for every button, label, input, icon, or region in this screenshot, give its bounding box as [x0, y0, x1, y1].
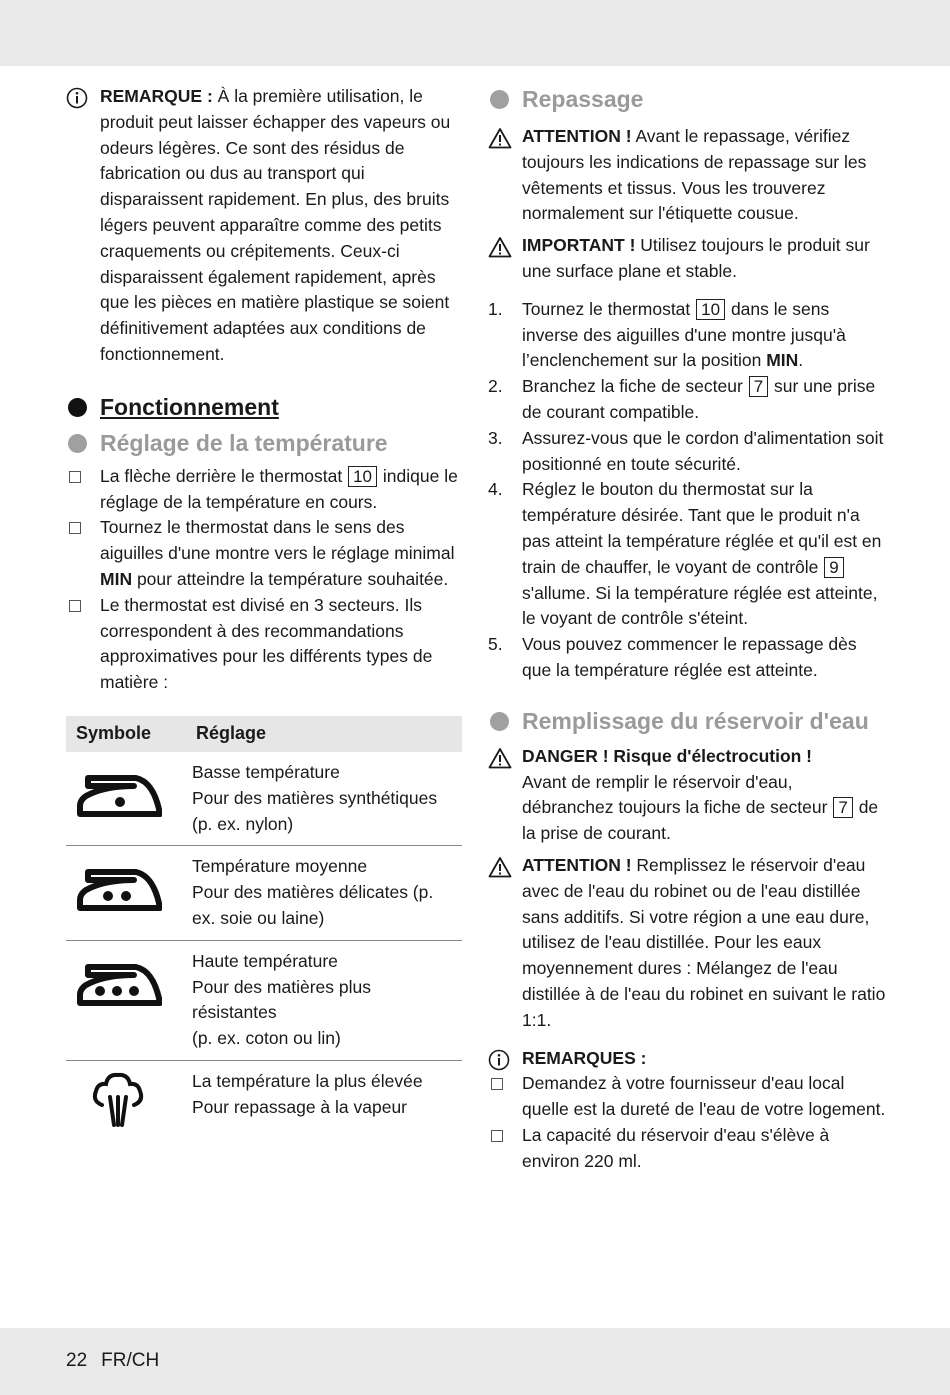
heading-fonctionnement-text: Fonctionnement [100, 393, 279, 420]
language-code: FR/CH [101, 1350, 160, 1371]
checkbox-square-icon [69, 471, 81, 483]
bullet-bold: MIN [100, 568, 133, 589]
checkbox-square-icon [69, 600, 81, 612]
danger-label: DANGER ! Risque d'électrocution ! [522, 745, 813, 766]
warning-triangle-icon [488, 127, 512, 149]
setting-line: (p. ex. coton ou lin) [192, 1028, 341, 1049]
setting-cell [186, 940, 462, 1060]
heading-repassage [488, 84, 888, 114]
danger-warning [488, 744, 888, 847]
part-ref-badge: 10 [348, 466, 377, 487]
list-item [66, 464, 462, 516]
list-item [488, 297, 888, 374]
attention-label: ATTENTION ! [522, 126, 632, 146]
bullet-text: indique le réglage de la température en cours. [100, 465, 458, 512]
step-number: 4. [488, 479, 503, 500]
list-item [488, 477, 888, 632]
list-item [66, 515, 462, 592]
symbol-table [66, 716, 462, 1141]
danger-text: de la prise de courant. [522, 797, 879, 844]
left-column [66, 84, 462, 1141]
heading-remplissage [488, 706, 888, 736]
setting-line: Pour des matières plus résistantes [192, 976, 371, 1023]
setting-line: Pour des matières délicates (p. ex. soie ou laine) [192, 882, 434, 928]
remarque-note [66, 84, 462, 368]
setting-cell [186, 846, 462, 940]
right-column [488, 84, 888, 1174]
remarques-label: REMARQUES : [522, 1047, 647, 1068]
step-text: sur une prise de courant compatible. [522, 376, 876, 422]
step-bold: MIN [766, 350, 799, 371]
step-number: 5. [488, 634, 503, 655]
warning-triangle-icon [488, 856, 512, 878]
danger-text: Avant de remplir le réservoir d'eau, débranchez toujours la fiche de secteur [522, 771, 828, 818]
important-text: Utilisez toujours le produit sur une surface plane et stable. [522, 235, 870, 281]
step-text: s'allume. Si la température réglée est atteinte, le voyant de contrôle s'éteint. [522, 582, 878, 629]
setting-line: Pour repassage à la vapeur [192, 1096, 407, 1117]
important-warning [488, 233, 888, 285]
remarques-note [488, 1046, 888, 1072]
checkbox-square-icon [491, 1130, 503, 1142]
checkbox-square-icon [491, 1078, 503, 1090]
step-text: Tournez le thermostat [522, 298, 691, 319]
temperature-bullets [66, 464, 462, 696]
ironing-steps [488, 297, 888, 684]
iron-one-dot-icon [74, 762, 162, 820]
table-header-reglage: Réglage [186, 716, 462, 752]
bullet-text: Tournez le thermostat dans le sens des aiguilles d'une montre vers le réglage minimal [100, 517, 455, 564]
warning-triangle-icon [488, 236, 512, 258]
setting-cell [186, 752, 462, 846]
setting-line: (p. ex. nylon) [192, 813, 294, 834]
bullet-dot-icon [68, 434, 87, 453]
important-label: IMPORTANT ! [522, 235, 636, 256]
iron-two-dots-icon [74, 856, 162, 914]
header-band [0, 0, 950, 66]
part-ref-badge: 10 [696, 299, 725, 320]
heading-remplissage-text: Remplissage du réservoir d'eau [522, 707, 869, 734]
table-row [66, 940, 462, 1060]
table-row [66, 752, 462, 846]
step-number: 2. [488, 376, 503, 397]
step-text: Vous pouvez commencer le repassage dès que la température réglée est atteinte. [522, 634, 857, 680]
steam-icon [90, 1071, 146, 1129]
info-icon [488, 1049, 510, 1071]
checkbox-square-icon [69, 522, 81, 534]
step-text: Branchez la fiche de secteur [522, 376, 743, 397]
list-item [488, 426, 888, 478]
setting-line: La température la plus élevée [192, 1070, 423, 1091]
remarque-text: À la première utilisation, le produit peut laisser échapper des vapeurs ou odeurs légères. Ce sont des résidus de fabrication ou dus au transport qui disparaissent rapidement. En plus, des bruits légers peuvent apparaître comme des petits craquements ou crépitements. Ceux-ci disparaissent également rapidement, après que les pièces en matière plastique se soient définitivement adaptées aux conditions de fonctionnement. [100, 86, 451, 364]
setting-line: Basse température [192, 761, 340, 782]
bullet-text: Le thermostat est divisé en 3 secteurs. Ils correspondent à des recommandations approximatives pour les différents types de matière : [100, 594, 433, 693]
step-text: Réglez le bouton du thermostat sur la température désirée. Tant que le produit n'a pas atteint la température réglée et qu'il est en train de chauffer, le voyant de contrôle [522, 479, 882, 577]
step-text: dans le sens inverse des aiguilles d'une montre jusqu'à l’enclenchement sur la position [522, 298, 846, 371]
bullet-dot-icon [68, 398, 87, 417]
iron-three-dots-icon [74, 951, 162, 1009]
remarques-list [488, 1071, 888, 1174]
bullet-dot-icon [490, 90, 509, 109]
page-number: 22 [66, 1350, 88, 1371]
footer [66, 1350, 173, 1372]
step-number: 1. [488, 298, 503, 319]
list-item [488, 632, 888, 684]
attention-label: ATTENTION ! [522, 854, 632, 875]
attention-text: Remplissez le réservoir d'eau avec de l'eau du robinet ou de l'eau distillée sans additifs. Si votre région a une eau dure, utilisez de l'eau distillée. Pour les eaux moyennement dures : Mélangez de l'eau distillée à de l'eau du robinet en suivant le ratio 1:1. [522, 854, 886, 1030]
list-item [488, 1123, 888, 1175]
setting-line: Pour des matières synthétiques [192, 787, 438, 808]
table-row [66, 846, 462, 940]
heading-repassage-text: Repassage [522, 86, 644, 112]
list-item [488, 374, 888, 426]
bullet-dot-icon [490, 712, 509, 731]
attention-warning [488, 124, 888, 227]
table-header-symbole: Symbole [66, 716, 186, 752]
warning-triangle-icon [488, 747, 512, 769]
remarque-item-text: La capacité du réservoir d'eau s'élève à environ 220 ml. [522, 1124, 830, 1171]
step-text: . [798, 350, 804, 371]
attention-text: Avant le repassage, vérifiez toujours les indications de repassage sur les vêtements et tissus. Vous les trouverez normalement sur l'étiquette cousue. [522, 126, 867, 224]
step-number: 3. [488, 427, 503, 448]
remarque-label: REMARQUE : [100, 86, 213, 106]
list-item [66, 593, 462, 696]
bullet-text: La flèche derrière le thermostat [100, 465, 343, 486]
part-ref-badge: 7 [833, 797, 852, 818]
heading-fonctionnement [66, 392, 462, 422]
setting-cell [186, 1060, 462, 1140]
setting-line: Haute température [192, 950, 338, 971]
part-ref-badge: 9 [824, 557, 843, 578]
attention-warning-2 [488, 853, 888, 1034]
part-ref-badge: 7 [749, 376, 768, 397]
step-text: Assurez-vous que le cordon d'alimentation soit positionné en toute sécurité. [522, 427, 884, 474]
setting-line: Température moyenne [192, 856, 368, 877]
info-icon [66, 87, 88, 109]
heading-reglage-text: Réglage de la température [100, 429, 388, 456]
list-item [488, 1071, 888, 1123]
table-row [66, 1060, 462, 1140]
heading-reglage-temperature [66, 428, 462, 458]
remarque-item-text: Demandez à votre fournisseur d'eau local quelle est la dureté de l'eau de votre logement. [522, 1073, 886, 1120]
bullet-text: pour atteindre la température souhaitée. [136, 568, 449, 589]
